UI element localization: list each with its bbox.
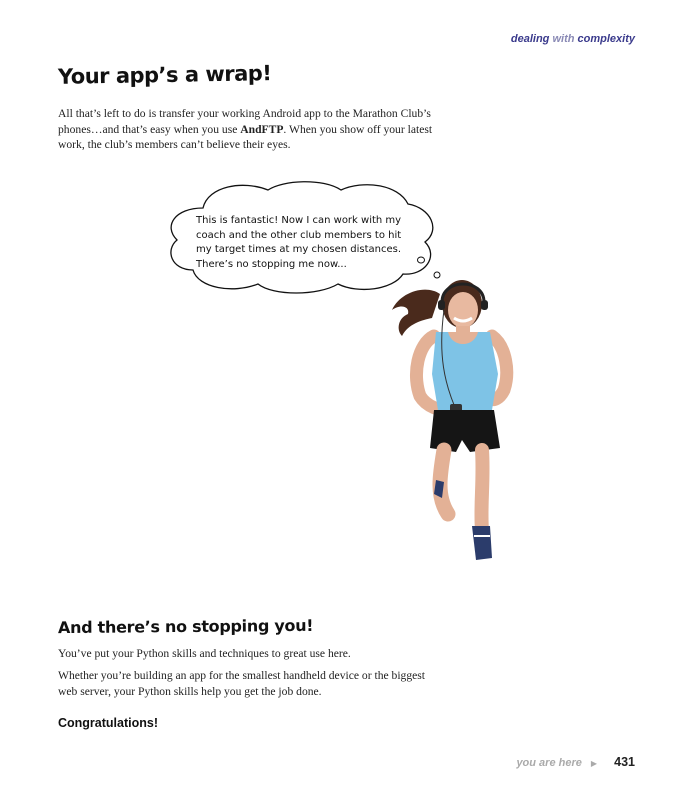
section-title: Your app’s a wrap! (57, 61, 272, 89)
intro-text-end: . When you show off your latest work, the club’s members can’t believe their eyes. (58, 122, 433, 151)
section-subtitle: And there’s no stopping you! (57, 615, 314, 638)
bubble-text: This is fantastic! Now I can work with my coach and the other club members to hit my target times at my chosen distances. There’s no stopping me now... (196, 215, 402, 270)
page-footer (516, 755, 635, 769)
intro-paragraph (58, 106, 438, 153)
body-paragraph-1: You’ve put your Python skills and techniques to great use here. (58, 647, 351, 660)
page-number: 431 (614, 755, 635, 769)
running-head (511, 33, 635, 45)
intro-text-start: All that’s left to do is transfer your working Android app to the Marathon Club’s phones…and that’s easy when you use (58, 107, 431, 136)
you-are-here-label: you are here (516, 757, 582, 769)
running-head-word-2: with (552, 33, 575, 45)
right-triangle-icon: ▶ (590, 759, 598, 768)
runner-illustration (388, 274, 528, 566)
running-head-word-3: complexity (577, 33, 635, 45)
congratulations-text: Congratulations! (58, 716, 158, 730)
runner-photo (388, 274, 528, 566)
andftp-bold: AndFTP (240, 122, 284, 136)
body-paragraph-2: Whether you’re building an app for the smallest handheld device or the biggest web server, your Python skills help you get the job done. (58, 669, 426, 698)
running-head-word-1: dealing (510, 33, 550, 45)
